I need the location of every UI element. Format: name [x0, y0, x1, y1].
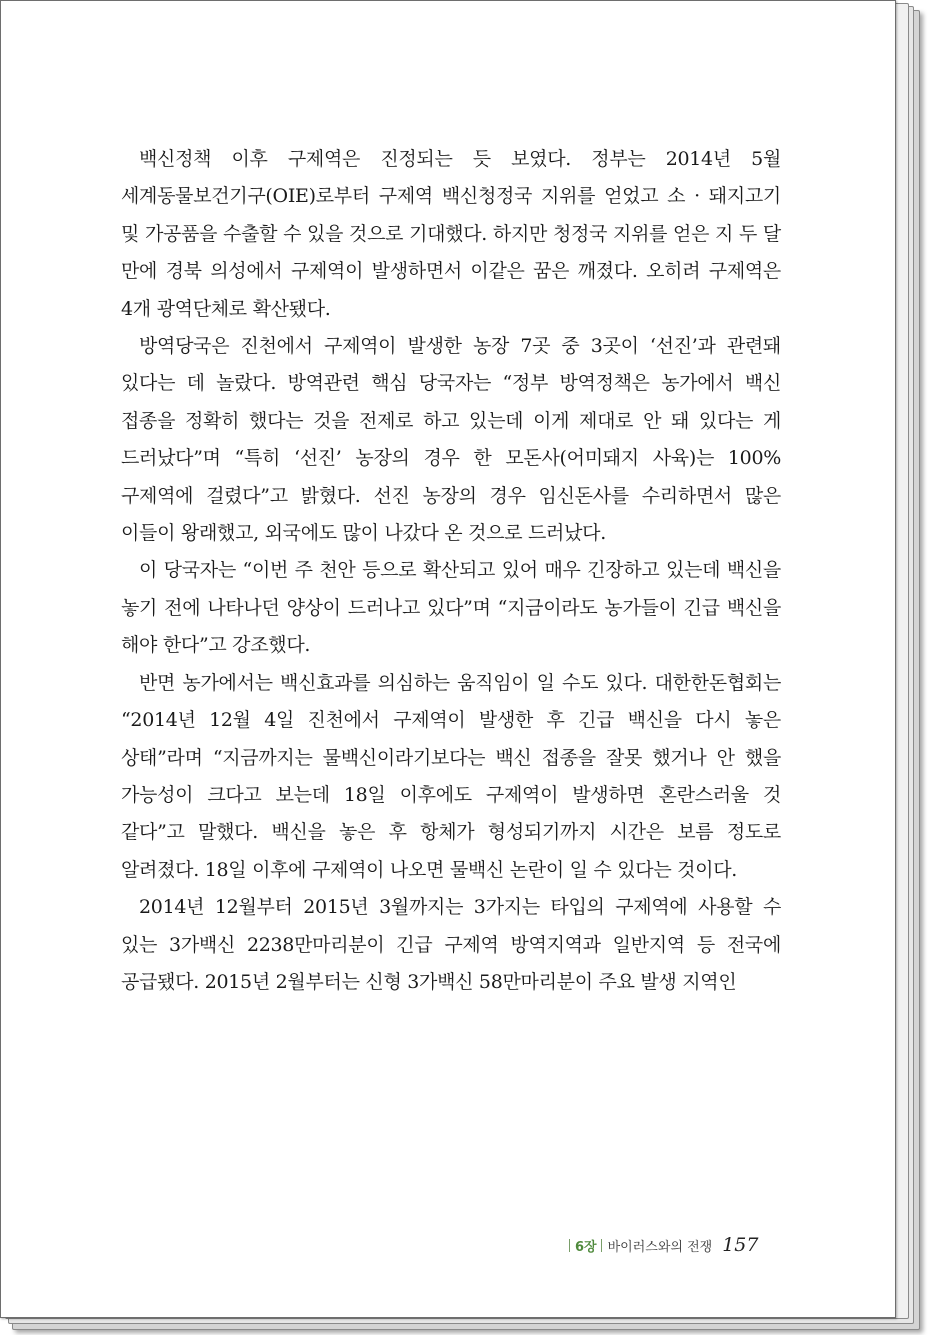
chapter-title: 바이러스와의 전쟁	[607, 1240, 713, 1255]
body-text	[121, 141, 781, 1001]
paragraph: 방역당국은 진천에서 구제역이 발생한 농장 7곳 중 3곳이 ‘선진’과 관련돼 있다는 데 놀랐다. 방역관련 핵심 당국자는 “정부 방역정책은 농가에서 백신 접종을 정확히 했다는 것을 전제로 하고 있는데 이게 제대로 안 돼 있다는 게 드러났다”며 “특히 ‘선진’ 농장의 경우 한 모돈사(어미돼지 사육)는 100% 구제역에 걸렸다”고 밝혔다. 선진 농장의 경우 임신돈사를 수리하면서 많은 이들이 왕래했고, 외국에도 많이 나갔다 온 것으로 드러났다.	[121, 335, 781, 545]
paragraph: 백신정책 이후 구제역은 진정되는 듯 보였다. 정부는 2014년 5월 세계동물보건기구(OIE)로부터 구제역 백신청정국 지위를 얻었고 소 · 돼지고기 및 가공품을 수출할 수 있을 것으로 기대했다. 하지만 청정국 지위를 얻은 지 두 달 만에 경북 의성에서 구제역이 발생하면서 이같은 꿈은 깨졌다. 오히려 구제역은 4개 광역단체로 확산됐다.	[121, 148, 781, 320]
footer-divider	[601, 1239, 602, 1252]
footer-divider	[569, 1239, 570, 1252]
paragraph: 반면 농가에서는 백신효과를 의심하는 움직임이 일 수도 있다. 대한한돈협회는 “2014년 12월 4일 진천에서 구제역이 발생한 후 긴급 백신을 다시 놓은 상태”라며 “지금까지는 물백신이라기보다는 백신 접종을 잘못 했거나 안 했을 가능성이 크다고 보는데 18일 이후에도 구제역이 발생하면 혼란스러울 것 같다”고 말했다. 백신을 놓은 후 항체가 형성되기까지 시간은 보름 정도로 알려졌다. 18일 이후에 구제역이 나오면 물백신 논란이 일 수 있다는 것이다.	[121, 671, 781, 881]
paragraph: 이 당국자는 “이번 주 천안 등으로 확산되고 있어 매우 긴장하고 있는데 백신을 놓기 전에 나타나던 양상이 드러나고 있다”며 “지금이라도 농가들이 긴급 백신을 해야 한다”고 강조했다.	[121, 559, 781, 657]
paragraph: 2014년 12월부터 2015년 3월까지는 3가지는 타입의 구제역에 사용할 수 있는 3가백신 2238만마리분이 긴급 구제역 방역지역과 일반지역 등 전국에 공급됐다. 2015년 2월부터는 신형 3가백신 58만마리분이 주요 발생 지역인	[121, 896, 781, 993]
chapter-label: 6장	[575, 1240, 597, 1255]
page-footer	[569, 1234, 758, 1256]
page-number: 157	[722, 1234, 759, 1256]
